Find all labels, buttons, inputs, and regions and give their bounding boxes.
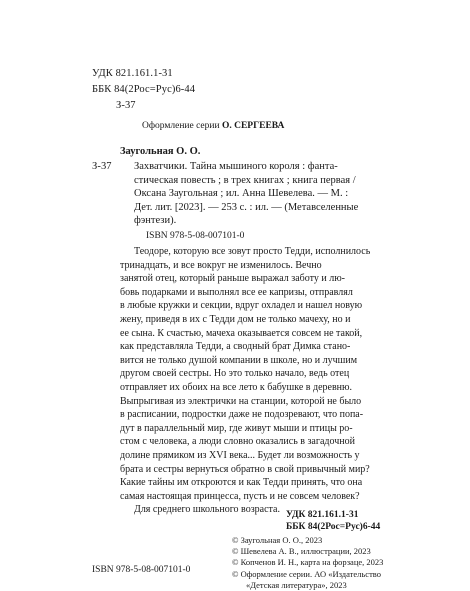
copyright-line: «Детская литература», 2023: [246, 580, 347, 591]
annotation-line: бовь подарками и выполнял все ее капризы, отправлял: [120, 286, 353, 298]
bib-line: стическая повесть ; в трех книгах ; книга первая /: [134, 174, 356, 186]
bib-mark: З-37: [92, 161, 112, 172]
copyright-line: © Копченов И. Н., карта на форзаце, 2023: [232, 557, 384, 568]
annotation-line: Выпрыгивая из электрички на станции, которой не было: [120, 395, 362, 407]
copyright-line: © Шевелева А. В., иллюстрации, 2023: [232, 546, 371, 557]
annotation-line: вится не только душой компании в школе, но и лучшим: [120, 354, 358, 366]
author-mark: З-37: [116, 100, 136, 111]
annotation-line: другом своей сестры. Но это только начало, ведь отец: [120, 368, 350, 380]
copyright-line: © Заугольная О. О., 2023: [232, 535, 323, 545]
bib-line: Дет. лит. [2023]. — 253 с. : ил. — (Метавселенные: [134, 201, 359, 213]
annotation-line: ее сына. К счастью, мачеха оказывается совсем не такой,: [120, 327, 363, 339]
right-udk: УДК 821.161.1-31: [286, 510, 359, 520]
bib-isbn: ISBN 978-5-08-007101-0: [146, 231, 245, 241]
copyright-block: [232, 535, 383, 569]
annotation-line: дут в параллельный мир, где живут мыши и птицы ро-: [120, 422, 353, 434]
bib-line: фэнтези).: [134, 215, 177, 226]
annotation-line: Какие тайны им откроются и как Тедди принять, что она: [120, 477, 363, 489]
annotation-line: отправляет их обоих на все лето к бабушке в деревню.: [120, 381, 352, 393]
series-design-label: Оформление серии: [142, 121, 222, 131]
annotation-line: самая настоящая принцесса, пусть и не совсем человек?: [120, 490, 360, 502]
bib-description: [134, 160, 358, 228]
bbk-code: ББК 84(2Рос=Рус)6-44: [92, 84, 196, 95]
annotation-line: в расписании, подростки даже не подозревают, что попа-: [120, 409, 364, 421]
annotation-line: тринадцать, и все вокруг не изменилось. Вечно: [120, 259, 322, 271]
annotation-line: стом с человека, а люди словно оказались в загадочной: [120, 436, 355, 448]
annotation-line: как представляла Тедди, а сводный брат Димка стано-: [120, 341, 351, 353]
annotation-line: занятой отец, который раньше выражал заботу и лю-: [120, 273, 346, 285]
series-design-line: [142, 121, 284, 131]
annotation-line: долине прямиком из XVI века... Будет ли возможность у: [120, 449, 360, 461]
annotation: [120, 245, 370, 517]
author-heading: Заугольная О. О.: [120, 146, 201, 157]
annotation-line: Теодоре, которую все зовут просто Тедди, исполнилось: [134, 246, 371, 257]
bib-line: Оксана Заугольная ; ил. Анна Шевелева. — М. :: [134, 188, 349, 199]
age-rating: Для среднего школьного возраста.: [134, 504, 280, 516]
copyright-line: © Оформление серии. АО «Издательство: [232, 569, 381, 579]
bib-line: Захватчики. Тайна мышиного короля : фанта-: [134, 161, 338, 172]
series-designer-name: О. СЕРГЕЕВА: [221, 121, 285, 131]
annotation-line: в любые кружки и секции, вдруг охладел и нашел новую: [120, 300, 363, 312]
right-bbk: ББК 84(2Рос=Рус)6-44: [286, 522, 381, 532]
annotation-line: брата и сестры вернуться обратно в свой привычный мир?: [120, 463, 370, 475]
udk-code: УДК 821.161.1-31: [92, 68, 173, 79]
copyright-block-tail: [232, 569, 381, 591]
footer-isbn: ISBN 978-5-08-007101-0: [92, 565, 191, 575]
annotation-line: жену, приведя в их с Тедди дом не только мачеху, но и: [120, 313, 351, 325]
